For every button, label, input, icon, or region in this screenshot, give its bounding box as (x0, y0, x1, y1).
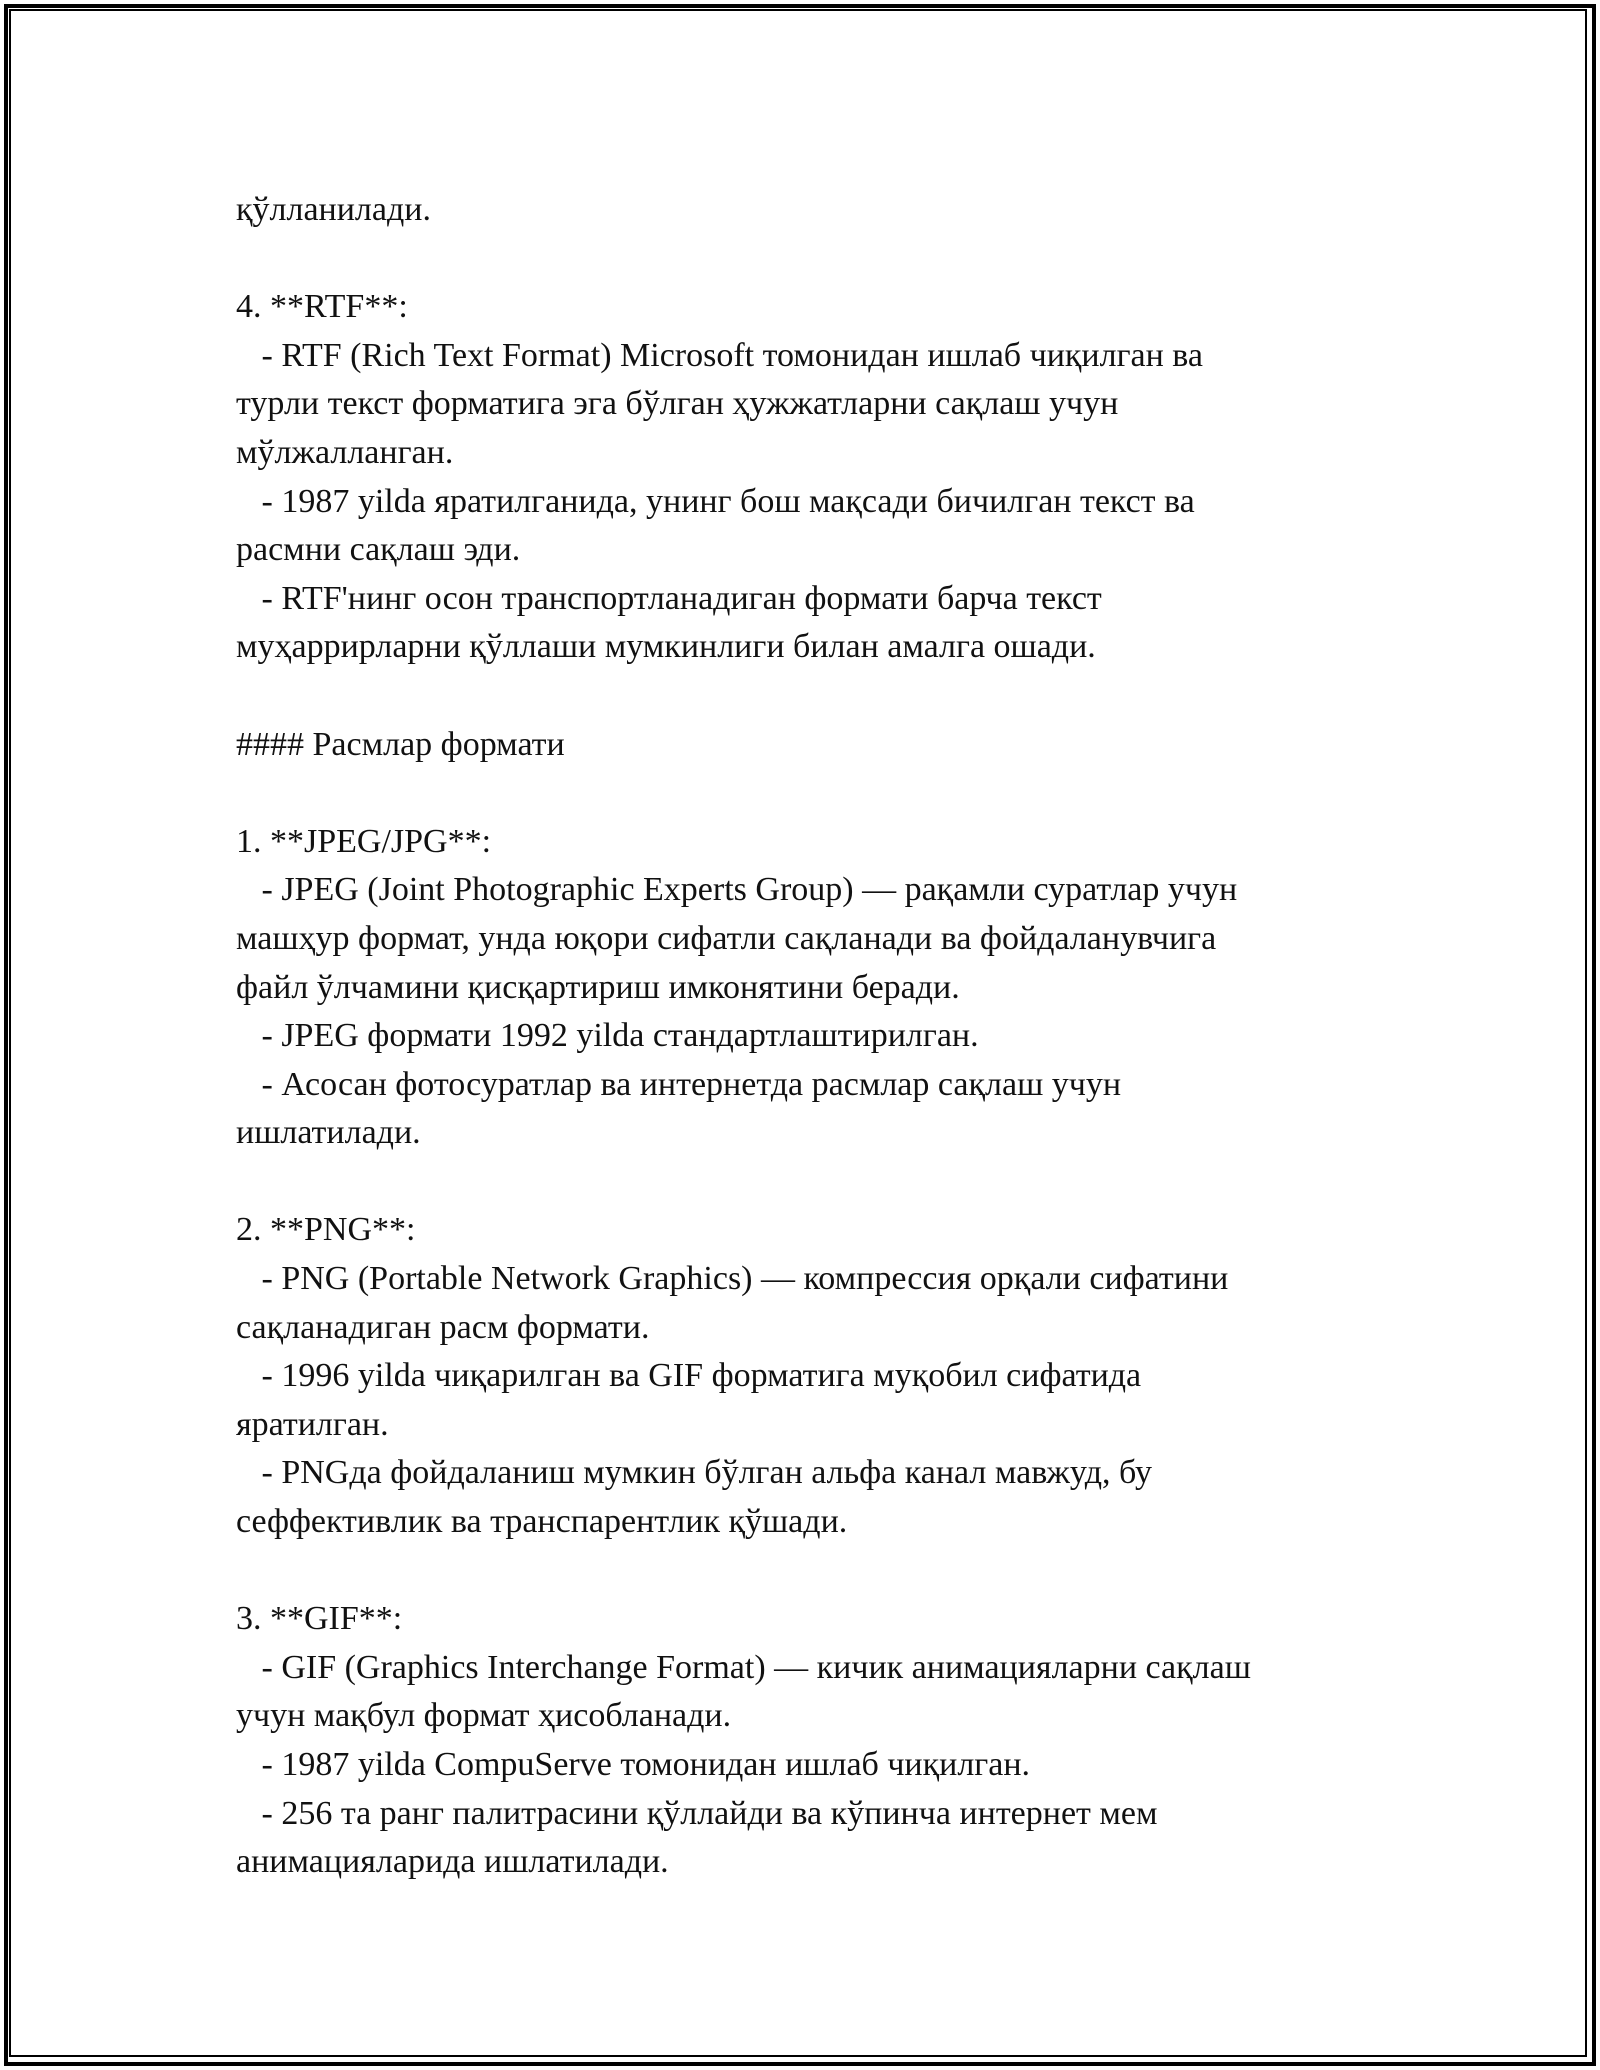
blank-line (236, 1547, 1376, 1596)
text-line: файл ўлчамини қисқартириш имконятини беради. (236, 968, 960, 1006)
text-line: муҳаррирларни қўллаши мумкинлиги билан амалга ошади. (236, 628, 1096, 666)
blank-line (236, 235, 1376, 284)
text-line: - PNG (Portable Network Graphics) — компрессия орқали сифатини (236, 1260, 1229, 1298)
text-line: - 256 та ранг палитрасини қўллайди ва кўпинча интернет мем (236, 1794, 1158, 1832)
text-line: - RTF'нинг осон транспортланадиган формати барча текст (236, 579, 1102, 617)
text-line: - PNGда фойдаланиш мумкин бўлган альфа канал мавжуд, бу (236, 1454, 1152, 1492)
text-line: - 1987 yilda CompuServe томонидан ишлаб чиқилган. (236, 1746, 1031, 1783)
text-line: - 1987 yilda яратилганида, унинг бош мақсади бичилган текст ва (236, 482, 1195, 520)
text-line: сеффективлик ва транспарентлик қўшади. (236, 1503, 848, 1541)
text-line: - 1996 yilda чиқарилган ва GIF форматига муқобил сифатида (236, 1357, 1142, 1395)
document-body (236, 186, 1376, 1887)
text-line: ишлатилади. (236, 1114, 421, 1152)
blank-line (236, 769, 1376, 818)
text-line: сақланадиган расм формати. (236, 1308, 650, 1346)
text-line: турли текст форматига эга бўлган ҳужжатларни сақлаш учун (236, 385, 1119, 423)
text-line: - JPEG формати 1992 yilda стандартлаштирилган. (236, 1017, 979, 1055)
text-line: - RTF (Rich Text Format) Microsoft томонидан ишлаб чиқилган ва (236, 336, 1204, 374)
text-line: анимацияларида ишлатилади. (236, 1843, 669, 1881)
text-line: расмни сақлаш эди. (236, 531, 521, 569)
text-line: қўлланилади. (236, 191, 431, 228)
text-line: учун мақбул формат ҳисобланади. (236, 1697, 732, 1735)
text-line: - Асосан фотосуратлар ва интернетда расмлар сақлаш учун (236, 1065, 1122, 1103)
blank-line (236, 1158, 1376, 1207)
section-heading-jpeg: 1. **JPEG/JPG**: (236, 822, 492, 860)
subsection-heading-images: #### Расмлар формати (236, 725, 565, 763)
section-heading-png: 2. **PNG**: (236, 1211, 416, 1249)
text-line: машҳур формат, унда юқори сифатли сақланади ва фойдаланувчига (236, 919, 1217, 957)
section-heading-rtf: 4. **RTF**: (236, 288, 408, 326)
text-line: - GIF (Graphics Interchange Format) — кичик анимацияларни сақлаш (236, 1648, 1251, 1686)
section-heading-gif: 3. **GIF**: (236, 1600, 403, 1638)
text-line: мўлжалланган. (236, 433, 454, 471)
blank-line (236, 672, 1376, 721)
text-line: - JPEG (Joint Photographic Experts Group) — рақамли суратлар учун (236, 871, 1238, 909)
text-line: яратилган. (236, 1405, 389, 1443)
